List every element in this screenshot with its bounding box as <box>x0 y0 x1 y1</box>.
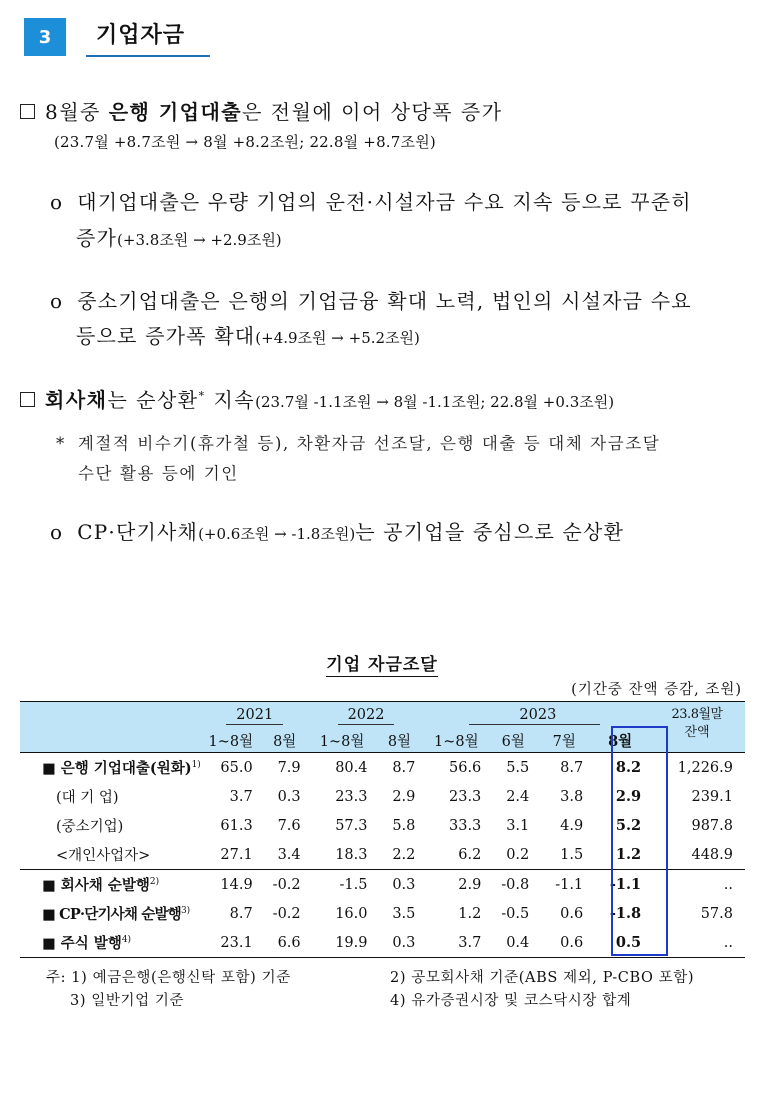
table-unit: (기간중 잔액 증감, 조원) <box>571 682 742 698</box>
table-cell: 6.6 <box>277 934 301 951</box>
table-cell: 7.6 <box>277 817 301 834</box>
checkbox-bullet <box>20 392 35 407</box>
header-year: 2023 <box>423 702 649 729</box>
table-cell: 61.3 <box>220 817 253 834</box>
table-cell: 1.5 <box>560 846 584 863</box>
cell-balance: 57.8 <box>700 905 733 922</box>
table-cell: 5.5 <box>506 759 530 776</box>
table-cell: 23.1 <box>220 934 253 951</box>
table-cell: 2.2 <box>392 846 416 863</box>
bullet-large-firm-loans-cont: 증가(+3.8조원 → +2.9조원) <box>76 226 282 250</box>
table-cell: 56.6 <box>449 759 482 776</box>
header-period: 1~8월 <box>309 728 376 753</box>
table-note-1: 주: 1) 예금은행(은행신탁 포함) 기준 <box>46 970 291 986</box>
section-title: 기업자금 <box>96 23 186 48</box>
table-cell: 2.4 <box>506 788 530 805</box>
table-cell: 33.3 <box>449 817 482 834</box>
cell-balance: .. <box>723 934 733 951</box>
table-cell: 8.7 <box>392 759 416 776</box>
table-cell: 7.9 <box>277 759 301 776</box>
header-period: 1~8월 <box>201 728 261 753</box>
header-period: 8월 <box>375 728 423 753</box>
section-number-badge: 3 <box>24 18 66 56</box>
table-cell: 4.9 <box>560 817 584 834</box>
table-cell: 5.8 <box>392 817 416 834</box>
table-cell: 0.3 <box>277 788 301 805</box>
table-cell: 65.0 <box>220 759 253 776</box>
cell-current-month: 0.5 <box>615 934 642 951</box>
row-label: ■ 은행 기업대출(원화)$^{1)}$ <box>42 760 201 777</box>
paragraph-corporate-bonds: 회사채는 순상환* 지속(23.7월 -1.1조원 → 8월 -1.1조원; 22.8월 +0.3조원) <box>20 384 614 413</box>
bullet-cp-short-term-bonds: o CP·단기사채(+0.6조원 → -1.8조원)는 공기업을 중심으로 순상환 <box>50 520 625 544</box>
row-label: ■ CP·단기사채 순발행$^{3)}$ <box>42 906 191 923</box>
footnote-star-cont: 수단 활용 등에 기인 <box>78 464 239 483</box>
table-cell: 1.2 <box>458 905 482 922</box>
table-cell: -0.5 <box>501 905 530 922</box>
row-label: ■ 회사채 순발행$^{2)}$ <box>42 877 160 894</box>
cell-current-month: -1.8 <box>609 905 642 922</box>
table-cell: 3.5 <box>392 905 416 922</box>
table-cell: 16.0 <box>335 905 368 922</box>
header-period-current: 8월 <box>591 728 649 753</box>
header-period: 6월 <box>489 728 537 753</box>
bullet-sme-loans-cont: 등으로 증가폭 확대(+4.9조원 → +5.2조원) <box>76 324 420 348</box>
table-cell: 0.3 <box>392 876 416 893</box>
table-cell: 19.9 <box>335 934 368 951</box>
header-blank <box>20 702 201 729</box>
table-cell: 80.4 <box>335 759 368 776</box>
row-label: (대 기 업) <box>56 790 119 806</box>
cell-balance: 239.1 <box>691 788 733 805</box>
header-balance: 23.8월말 잔액 <box>649 702 745 753</box>
table-cell: 23.3 <box>449 788 482 805</box>
table-cell: 6.2 <box>458 846 482 863</box>
cell-balance: 987.8 <box>691 817 733 834</box>
cell-current-month: 8.2 <box>615 759 642 776</box>
table-cell: 14.9 <box>220 876 253 893</box>
header-period: 8월 <box>261 728 309 753</box>
table-title: 기업 자금조달 <box>326 655 438 675</box>
cell-balance: 1,226.9 <box>677 759 733 776</box>
cell-current-month: -1.1 <box>609 876 642 893</box>
table-cell: 23.3 <box>335 788 368 805</box>
footnote-star: * 계절적 비수기(휴가철 등), 차환자금 선조달, 은행 대출 등 대체 자금조달 <box>56 434 661 453</box>
cell-current-month: 1.2 <box>615 846 642 863</box>
table-note-3: 3) 일반기업 기준 <box>70 993 185 1009</box>
table-cell: 3.7 <box>458 934 482 951</box>
bullet-large-firm-loans: o 대기업대출은 우량 기업의 운전·시설자금 수요 지속 등으로 꾸준히 <box>50 190 692 214</box>
cell-current-month: 2.9 <box>615 788 642 805</box>
header-blank <box>20 728 201 753</box>
checkbox-bullet <box>20 104 35 119</box>
table-cell: 0.6 <box>560 905 584 922</box>
paragraph-bank-loans-figures: (23.7월 +8.7조원 → 8월 +8.2조원; 22.8월 +8.7조원) <box>54 133 436 151</box>
bullet-sme-loans: o 중소기업대출은 은행의 기업금융 확대 노력, 법인의 시설자금 수요 <box>50 289 692 313</box>
table-cell: 8.7 <box>560 759 584 776</box>
table-cell: -0.2 <box>272 905 301 922</box>
current-month-highlight-box <box>611 726 668 956</box>
table-cell: 18.3 <box>335 846 368 863</box>
cell-balance: 448.9 <box>691 846 733 863</box>
header-year: 2022 <box>309 702 424 729</box>
table-cell: -1.1 <box>555 876 584 893</box>
table-cell: -1.5 <box>339 876 368 893</box>
row-label: <개인사업자> <box>56 848 151 864</box>
paragraph-bank-loans: 8월중 은행 기업대출은 전월에 이어 상당폭 증가 <box>20 96 503 125</box>
table-cell: 3.1 <box>506 817 530 834</box>
table-cell: 0.3 <box>392 934 416 951</box>
row-label: (중소기업) <box>56 819 124 835</box>
header-period: 7월 <box>537 728 591 753</box>
table-note-4: 4) 유가증권시장 및 코스닥시장 합계 <box>390 993 632 1009</box>
table-cell: -0.2 <box>272 876 301 893</box>
header-year: 2021 <box>201 702 309 729</box>
row-label: ■ 주식 발행$^{4)}$ <box>42 935 132 952</box>
table-cell: 0.4 <box>506 934 530 951</box>
cell-current-month: 5.2 <box>615 817 642 834</box>
table-cell: 0.6 <box>560 934 584 951</box>
table-cell: -0.8 <box>501 876 530 893</box>
table-cell: 27.1 <box>220 846 253 863</box>
table-note-2: 2) 공모회사채 기준(ABS 제외, P-CBO 포함) <box>390 970 695 986</box>
section-title-underline <box>86 55 210 57</box>
table-cell: 3.7 <box>229 788 253 805</box>
table-cell: 3.8 <box>560 788 584 805</box>
table-cell: 57.3 <box>335 817 368 834</box>
table-cell: 2.9 <box>458 876 482 893</box>
table-cell: 2.9 <box>392 788 416 805</box>
table-cell: 8.7 <box>229 905 253 922</box>
table-cell: 3.4 <box>277 846 301 863</box>
header-period: 1~8월 <box>423 728 489 753</box>
table-cell: 0.2 <box>506 846 530 863</box>
cell-balance: .. <box>723 876 733 893</box>
